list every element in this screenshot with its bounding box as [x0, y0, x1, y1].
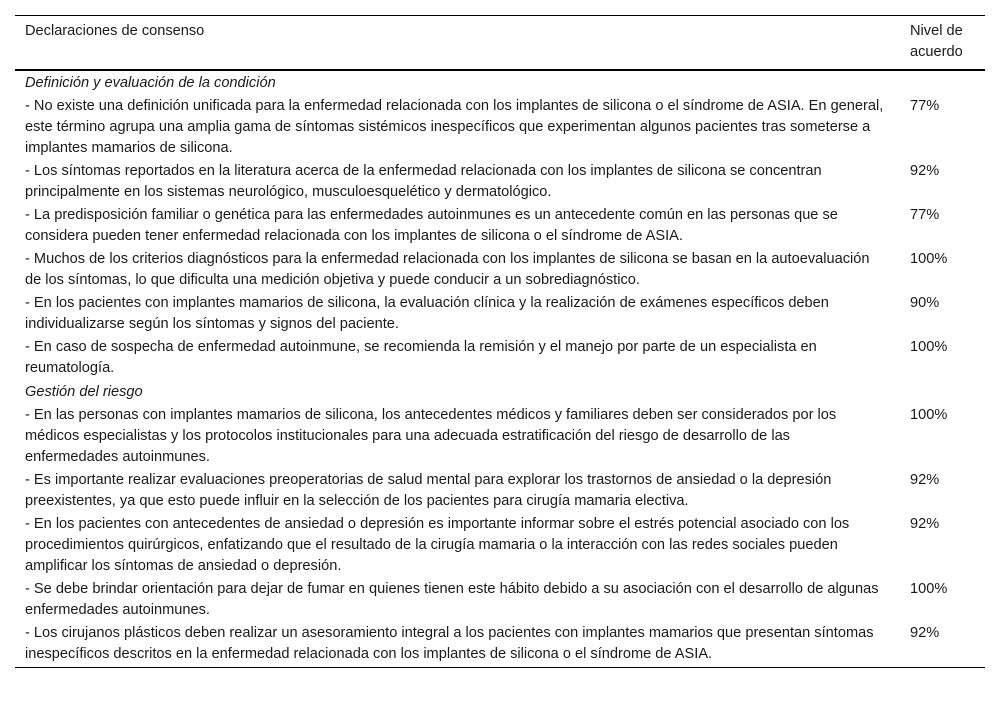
- table-row: [15, 469, 985, 513]
- agreement-cell: 100%: [910, 581, 948, 597]
- statement-cell: - Se debe brindar orientación para dejar de fumar en quienes tienen este hábito debido a su asociación con el desarrollo de algunas enfermedades autoinmunes.: [25, 581, 879, 618]
- section-title: Definición y evaluación de la condición: [25, 75, 276, 91]
- header-row: [15, 16, 985, 71]
- header-statement: Declaraciones de consenso: [25, 23, 205, 39]
- table-row: [15, 248, 985, 292]
- agreement-cell: 100%: [910, 407, 948, 423]
- header-agreement: Nivel de acuerdo: [910, 23, 963, 60]
- agreement-cell: 90%: [910, 295, 940, 311]
- consensus-table: [15, 15, 985, 668]
- table-row: [15, 336, 985, 380]
- statement-cell: - Los cirujanos plásticos deben realizar un asesoramiento integral a los pacientes con implantes mamarios que presentan síntomas inespecíficos descritos en la enfermedad relacionada con los implantes de silicona o el síndrome de ASIA.: [25, 625, 874, 662]
- statement-cell: - En las personas con implantes mamarios de silicona, los antecedentes médicos y familiares deben ser considerados por los médicos especialistas y los protocolos institucionales para una adecuada estratificación del riesgo de desarrollo de las enfermedades autoinmunes.: [25, 407, 837, 465]
- agreement-cell: 100%: [910, 339, 948, 355]
- section-row: [15, 380, 985, 404]
- table-row: [15, 622, 985, 668]
- statement-cell: - La predisposición familiar o genética para las enfermedades autoinmunes es un antecedente común en las personas que se considera pueden tener enfermedad relacionada con los implantes de silicona o el síndrome de ASIA.: [25, 207, 838, 244]
- statement-cell: - Los síntomas reportados en la literatura acerca de la enfermedad relacionada con los implantes de silicona se concentran principalmente en los sistemas neurológico, musculoesquelético y dermatológico.: [25, 163, 822, 200]
- statement-cell: - En los pacientes con implantes mamarios de silicona, la evaluación clínica y la realización de exámenes específicos deben individualizarse según los síntomas y signos del paciente.: [25, 295, 829, 332]
- table-row: [15, 578, 985, 622]
- agreement-cell: 92%: [910, 163, 940, 179]
- agreement-cell: 100%: [910, 251, 948, 267]
- agreement-cell: 77%: [910, 98, 940, 114]
- statement-cell: - Muchos de los criterios diagnósticos para la enfermedad relacionada con los implantes de silicona se basan en la autoevaluación de los síntomas, lo que dificulta una medición objetiva y puede conducir a un sobrediagnóstico.: [25, 251, 870, 288]
- section-title: Gestión del riesgo: [25, 384, 143, 400]
- table-row: [15, 513, 985, 578]
- agreement-cell: 77%: [910, 207, 940, 223]
- table-row: [15, 95, 985, 160]
- table-row: [15, 160, 985, 204]
- statement-cell: - No existe una definición unificada para la enfermedad relacionada con los implantes de silicona o el síndrome de ASIA. En general, este término agrupa una amplia gama de síntomas sistémicos inespecíficos que experimentan algunos pacientes tras someterse a implantes mamarios de silicona.: [25, 98, 884, 156]
- statement-cell: - En caso de sospecha de enfermedad autoinmune, se recomienda la remisión y el manejo por parte de un especialista en reumatología.: [25, 339, 817, 376]
- table-header: [15, 16, 985, 71]
- consensus-table-container: [15, 15, 985, 668]
- table-row: [15, 404, 985, 469]
- agreement-cell: 92%: [910, 472, 940, 488]
- table-body: [15, 70, 985, 668]
- table-row: [15, 204, 985, 248]
- agreement-cell: 92%: [910, 516, 940, 532]
- statement-cell: - Es importante realizar evaluaciones preoperatorias de salud mental para explorar los trastornos de ansiedad o la depresión preexistentes, ya que esto puede influir en la selección de los pacientes para cirugía mamaria electiva.: [25, 472, 832, 509]
- section-row: [15, 70, 985, 95]
- statement-cell: - En los pacientes con antecedentes de ansiedad o depresión es importante informar sobre el estrés potencial asociado con los procedimientos quirúrgicos, enfatizando que el resultado de la cirugía mamaria o la interacción con las redes sociales pueden amplificar los síntomas de ansiedad o depresión.: [25, 516, 850, 574]
- agreement-cell: 92%: [910, 625, 940, 641]
- table-row: [15, 292, 985, 336]
